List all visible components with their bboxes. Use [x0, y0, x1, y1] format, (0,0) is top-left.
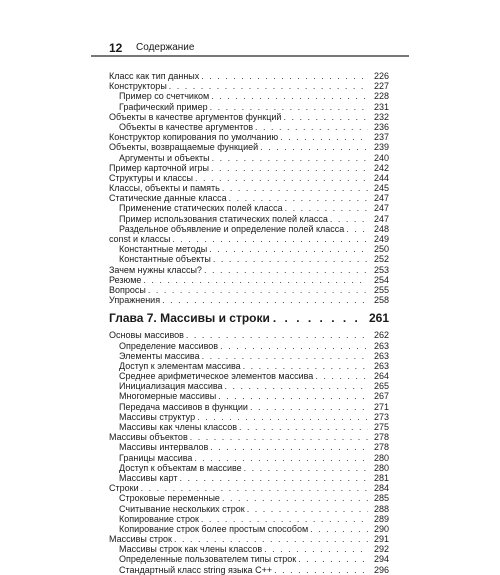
page-header	[91, 28, 409, 58]
dot-leader	[225, 381, 368, 391]
toc-entry-page: 252	[373, 254, 389, 265]
dot-leader	[204, 265, 368, 275]
dot-leader	[280, 132, 368, 142]
toc-entry-page: 247	[373, 203, 389, 214]
toc-entry-page: 289	[373, 513, 389, 524]
toc-entry	[109, 285, 389, 295]
toc-entry	[109, 254, 389, 264]
toc-entry-title: Вопросы	[109, 284, 146, 295]
toc-entry-page: 245	[373, 183, 389, 194]
dot-leader	[211, 163, 368, 173]
toc-entry	[109, 391, 389, 401]
toc-entry-title: Константные методы	[119, 244, 208, 255]
toc-entry-page: 228	[373, 91, 389, 102]
toc-entry-title: Строковые переменные	[119, 493, 220, 504]
toc-entry	[109, 330, 389, 340]
chapter-title: Глава 7. Массивы и строки	[109, 311, 270, 326]
toc-entry-title: Копирование строк более простым способом	[119, 523, 309, 534]
page-title: Содержание	[136, 42, 195, 53]
toc-entry	[109, 534, 389, 544]
toc-entry-page: 291	[373, 534, 389, 545]
toc-entry	[109, 554, 389, 564]
page-number: 12	[109, 41, 123, 55]
toc-entry-title: Массивы строк	[109, 534, 172, 545]
dot-leader	[209, 244, 368, 254]
toc-entry	[109, 442, 389, 452]
dot-leader	[298, 554, 368, 564]
toc-entry	[109, 381, 389, 391]
dot-leader	[143, 275, 368, 285]
toc-entry-title: Константные объекты	[119, 254, 211, 265]
toc-entry-title: Стандартный класс string языка С++	[119, 564, 273, 575]
toc-entry-title: Среднее арифметическое элементов массива	[119, 371, 314, 382]
dot-leader	[212, 153, 368, 163]
toc-entry	[109, 341, 389, 351]
chapter-page: 261	[368, 311, 389, 326]
dot-leader	[194, 453, 368, 463]
toc-section-after	[109, 330, 389, 575]
toc-entry-page: 263	[373, 340, 389, 351]
toc-entry-page: 258	[373, 295, 389, 306]
toc-entry	[109, 463, 389, 473]
dot-leader	[255, 122, 368, 132]
dot-leader	[346, 224, 368, 234]
toc-entry-title: Пример использования статических полей класса	[119, 213, 328, 224]
toc-entry	[109, 493, 389, 503]
toc-entry-page: 273	[373, 411, 389, 422]
dot-leader	[330, 214, 368, 224]
toc-entry	[109, 91, 389, 101]
toc-entry	[109, 203, 389, 213]
dot-leader	[274, 565, 368, 575]
toc-entry-page: 284	[373, 483, 389, 494]
toc-entry	[109, 361, 389, 371]
toc-entry	[109, 514, 389, 524]
toc-entry-page: 290	[373, 523, 389, 534]
toc-entry-page: 254	[373, 274, 389, 285]
toc-entry-page: 247	[373, 213, 389, 224]
toc-entry-page: 278	[373, 442, 389, 453]
toc-entry-page: 239	[373, 142, 389, 153]
toc-entry-page: 227	[373, 81, 389, 92]
toc-entry-page: 231	[373, 101, 389, 112]
toc-entry-page: 240	[373, 152, 389, 163]
toc-entry-title: Упражнения	[109, 295, 161, 306]
toc-entry-title: Строки	[109, 483, 139, 494]
toc-entry-title: Статические данные класса	[109, 193, 227, 204]
toc-entry-page: 280	[373, 462, 389, 473]
dot-leader	[195, 173, 368, 183]
toc-entry	[109, 275, 389, 285]
toc-entry-title: Передача массивов в функции	[119, 401, 248, 412]
toc-entry	[109, 102, 389, 112]
toc-entry-page: 255	[373, 284, 389, 295]
toc-entry-title: Конструктор копирования по умолчанию	[109, 132, 279, 143]
toc-entry	[109, 183, 389, 193]
toc-entry	[109, 453, 389, 463]
toc-entry	[109, 81, 389, 91]
dot-leader	[229, 193, 368, 203]
toc-entry-title: Массивы как члены классов	[119, 422, 238, 432]
toc-entry-page: 292	[373, 544, 389, 555]
toc-entry-page: 253	[373, 264, 389, 275]
toc-entry-title: Конструкторы	[109, 81, 167, 92]
toc-entry-title: Считывание нескольких строк	[119, 503, 245, 514]
toc-entry	[109, 422, 389, 432]
dot-leader	[250, 402, 368, 412]
toc-entry	[109, 295, 389, 305]
toc-section-before	[109, 71, 389, 305]
dot-leader	[141, 483, 368, 493]
dot-leader	[201, 71, 368, 81]
toc-entry	[109, 265, 389, 275]
chapter-heading	[109, 311, 389, 326]
toc-entry-title: Определенные пользователем типы строк	[119, 554, 297, 565]
toc-entry-page: 275	[373, 422, 389, 432]
toc-entry-page: 285	[373, 493, 389, 504]
dot-leader	[210, 442, 368, 452]
dot-leader	[264, 544, 368, 554]
toc-entry-title: Определение массивов	[119, 340, 219, 351]
dot-leader	[218, 391, 368, 401]
toc-entry-title: Массивы карт	[119, 472, 178, 483]
dot-leader	[310, 524, 368, 534]
toc-entry	[109, 153, 389, 163]
toc-entry-title: Графический пример	[119, 101, 208, 112]
toc-entry	[109, 214, 389, 224]
toc-entry-page: 263	[373, 360, 389, 371]
dot-leader	[315, 371, 368, 381]
toc-entry-title: Инициализация массива	[119, 381, 223, 392]
toc-entry-title: const и классы	[109, 234, 171, 244]
toc-entry	[109, 112, 389, 122]
toc-entry-title: Класс как тип данных	[109, 71, 200, 81]
toc-entry	[109, 142, 389, 152]
toc-entry-page: 263	[373, 350, 389, 361]
dot-leader	[213, 254, 368, 264]
toc-entry-title: Пример карточной игры	[109, 162, 209, 173]
dot-leader	[222, 183, 368, 193]
toc-entry-title: Объекты, возвращаемые функцией	[109, 142, 259, 153]
toc-entry-title: Объекты в качестве аргументов	[119, 121, 254, 132]
dot-leader	[283, 112, 368, 122]
dot-leader	[260, 142, 368, 152]
toc-entry	[109, 163, 389, 173]
dot-leader	[247, 504, 368, 514]
toc-entry	[109, 122, 389, 132]
toc-entry-page: 296	[373, 564, 389, 575]
dot-leader	[285, 203, 368, 213]
dot-leader	[201, 514, 368, 524]
header-rule	[91, 55, 409, 57]
toc-entry	[109, 371, 389, 381]
dot-leader	[169, 81, 368, 91]
dot-leader	[202, 351, 368, 361]
dot-leader	[179, 473, 368, 483]
toc-entry	[109, 412, 389, 422]
toc-entry	[109, 544, 389, 554]
dot-leader	[174, 534, 368, 544]
dot-leader	[244, 463, 368, 473]
toc-entry-page: 247	[373, 193, 389, 204]
toc-entry-page: 280	[373, 452, 389, 463]
toc-entry-title: Основы массивов	[109, 330, 184, 341]
toc-entry	[109, 224, 389, 234]
dot-leader	[162, 295, 368, 305]
toc-entry-page: 249	[373, 234, 389, 244]
toc-entry	[109, 483, 389, 493]
dot-leader	[197, 412, 368, 422]
toc-entry-title: Раздельное объявление и определение полей класса	[119, 223, 345, 234]
dot-leader	[186, 330, 368, 340]
toc-entry-title: Массивы объектов	[109, 432, 188, 443]
dot-leader	[190, 432, 368, 442]
toc-entry-page: 250	[373, 244, 389, 255]
toc-entry-page: 232	[373, 111, 389, 122]
toc-entry-title: Применение статических полей класса	[119, 203, 283, 214]
toc-entry-page: 264	[373, 371, 389, 382]
toc-entry-title: Доступ к элементам массива	[119, 360, 241, 371]
toc-entry	[109, 565, 389, 575]
toc-entry-page: 294	[373, 554, 389, 565]
toc-entry-page: 265	[373, 381, 389, 392]
toc-entry	[109, 234, 389, 244]
toc-entry-title: Массивы интервалов	[119, 442, 209, 453]
dot-leader	[210, 102, 368, 112]
toc-entry	[109, 402, 389, 412]
dot-leader	[211, 91, 368, 101]
toc-entry-page: 236	[373, 121, 389, 132]
toc-entry-title: Доступ к объектам в массиве	[119, 462, 242, 473]
dot-leader	[222, 493, 368, 503]
toc-entry-title: Аргументы и объекты	[119, 152, 210, 163]
toc-entry	[109, 193, 389, 203]
toc-entry-page: 288	[373, 503, 389, 514]
toc-entry-page: 248	[373, 223, 389, 234]
dot-leader	[273, 311, 365, 325]
dot-leader	[220, 341, 368, 351]
toc-entry-page: 267	[373, 391, 389, 402]
toc-entry-page: 281	[373, 472, 389, 483]
toc-entry	[109, 504, 389, 514]
toc-entry-title: Классы, объекты и память	[109, 183, 220, 194]
toc-entry	[109, 432, 389, 442]
dot-leader	[148, 285, 368, 295]
toc-entry-page: 226	[373, 71, 389, 81]
toc-entry-title: Структуры и классы	[109, 172, 193, 183]
toc-entry	[109, 524, 389, 534]
toc-entry-title: Пример со счетчиком	[119, 91, 210, 102]
dot-leader	[243, 361, 368, 371]
toc-entry	[109, 71, 389, 81]
toc-entry	[109, 351, 389, 361]
toc-entry-title: Объекты в качестве аргументов функций	[109, 111, 282, 122]
toc-entry-title: Элементы массива	[119, 350, 200, 361]
toc-entry	[109, 244, 389, 254]
dot-leader	[172, 234, 368, 244]
toc-entry	[109, 132, 389, 142]
toc-entry-page: 244	[373, 172, 389, 183]
table-of-contents	[109, 71, 389, 575]
toc-entry-title: Резюме	[109, 274, 142, 285]
toc-entry-page: 237	[373, 132, 389, 143]
toc-entry-page: 242	[373, 162, 389, 173]
toc-entry-title: Многомерные массивы	[119, 391, 217, 402]
toc-entry-title: Границы массива	[119, 452, 193, 463]
toc-entry-title: Массивы строк как члены классов	[119, 544, 263, 555]
toc-entry-page: 271	[373, 401, 389, 412]
toc-entry-title: Массивы структур	[119, 411, 196, 422]
dot-leader	[239, 422, 368, 432]
toc-entry	[109, 173, 389, 183]
toc-entry-page: 278	[373, 432, 389, 443]
toc-entry	[109, 473, 389, 483]
toc-entry-page: 262	[373, 330, 389, 341]
toc-entry-title: Копирование строк	[119, 513, 199, 524]
toc-entry-title: Зачем нужны классы?	[109, 264, 202, 275]
